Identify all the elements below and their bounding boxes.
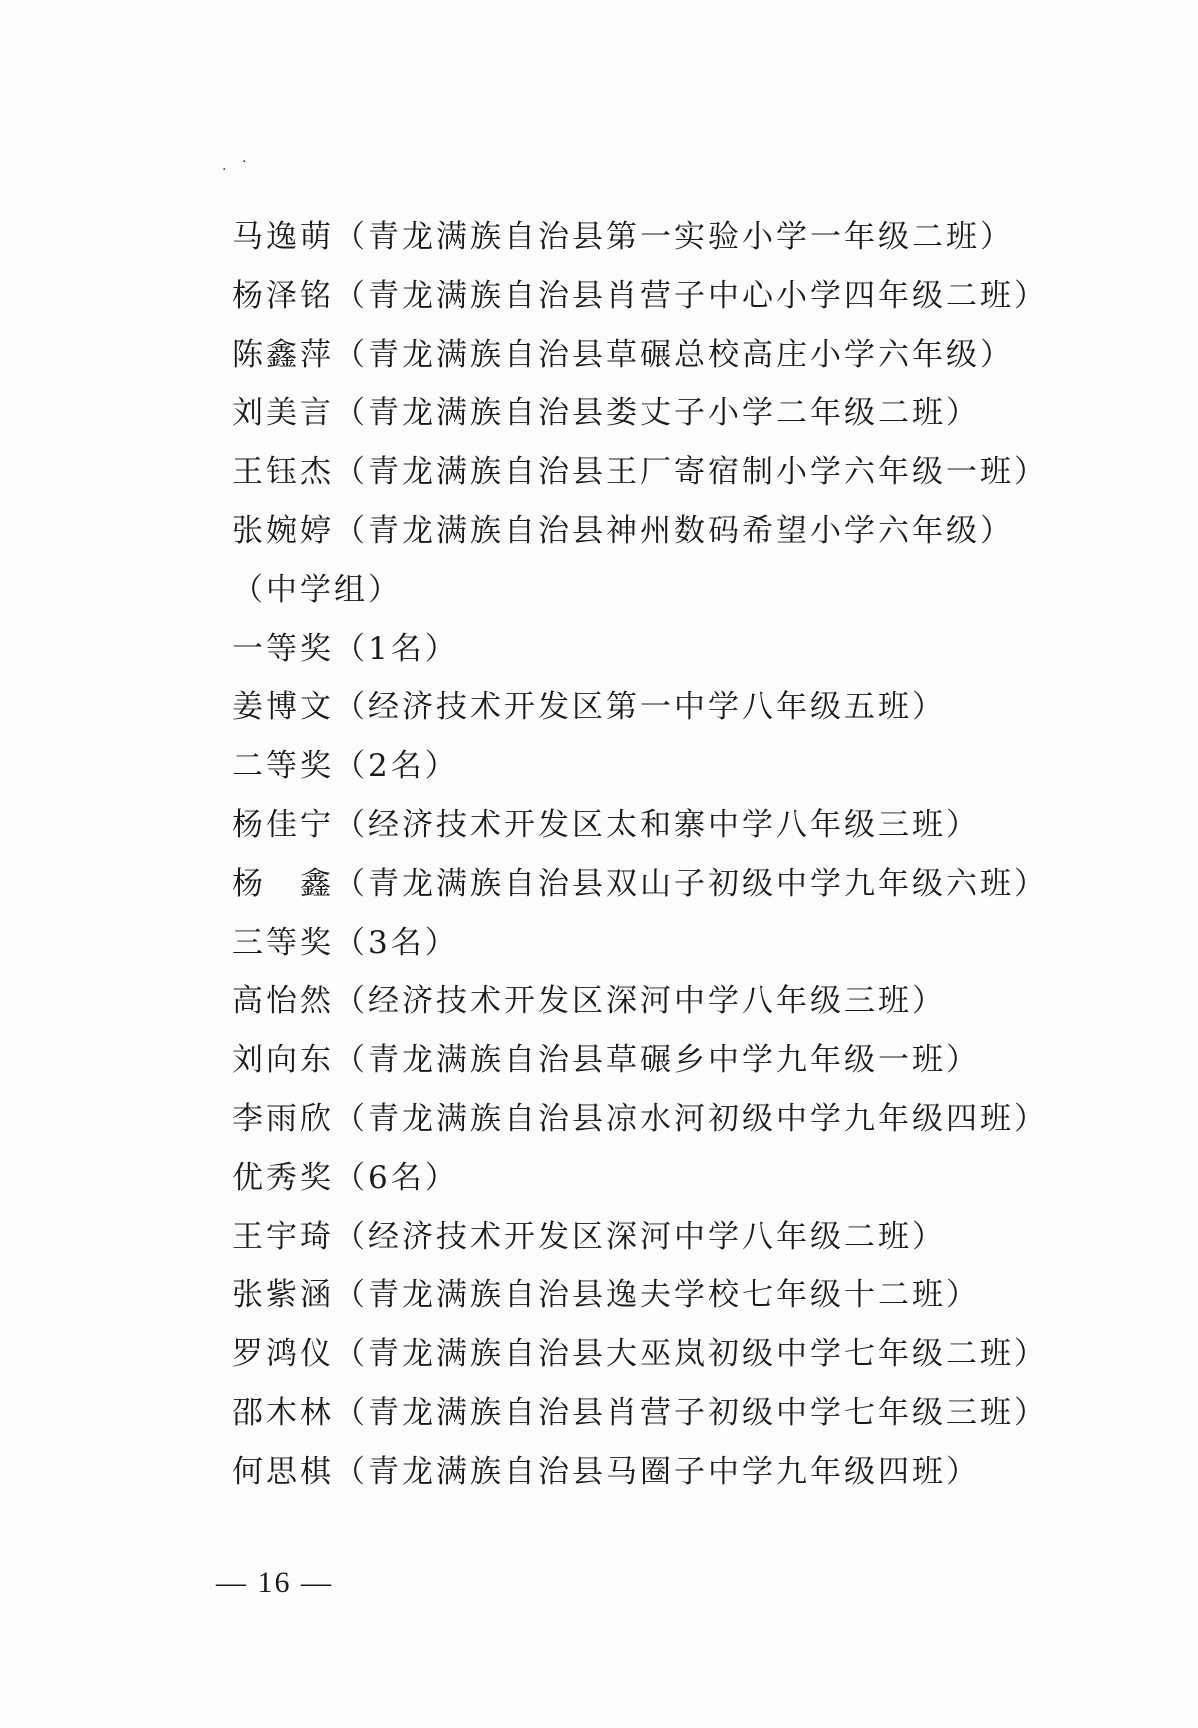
list-line: 王宇琦（经济技术开发区深河中学八年级二班） [232,1218,946,1255]
list-line: 罗鸿仪（青龙满族自治县大巫岚初级中学七年级二班） [232,1336,1048,1373]
list-line: 杨泽铭（青龙满族自治县肖营子中心小学四年级二班） [232,277,1048,314]
list-line: 刘美言（青龙满族自治县娄丈子小学二年级二班） [232,395,980,432]
list-line: 张婉婷（青龙满族自治县神州数码希望小学六年级） [232,512,1014,549]
section-heading: （中学组） [232,571,402,608]
list-line: 王钰杰（青龙满族自治县王厂寄宿制小学六年级一班） [232,454,1048,491]
list-line: 李雨欣（青龙满族自治县凉水河初级中学九年级四班） [232,1100,1048,1137]
award-list [232,208,1112,1502]
list-line: 何思棋（青龙满族自治县马圈子中学九年级四班） [232,1453,980,1490]
scan-speck: · [222,162,239,178]
page-number: — 16 — [216,1566,333,1599]
list-line: 陈鑫萍（青龙满族自治县草碾总校高庄小学六年级） [232,336,1014,373]
award-level-heading: 优秀奖（6名） [232,1159,459,1196]
award-level-heading: 一等奖（1名） [232,630,459,667]
list-line: 杨 鑫（青龙满族自治县双山子初级中学九年级六班） [232,865,1048,902]
list-line: 刘向东（青龙满族自治县草碾乡中学九年级一班） [232,1042,980,1079]
list-line: 高怡然（经济技术开发区深河中学八年级三班） [232,983,946,1020]
list-line: 张紫涵（青龙满族自治县逸夫学校七年级十二班） [232,1277,980,1314]
list-line: 姜博文（经济技术开发区第一中学八年级五班） [232,689,946,726]
list-line: 杨佳宁（经济技术开发区太和寨中学八年级三班） [232,806,980,843]
list-line: 邵木林（青龙满族自治县肖营子初级中学七年级三班） [232,1394,1048,1431]
scan-speck: · [242,154,259,170]
award-level-heading: 三等奖（3名） [232,924,459,961]
list-line: 马逸萌（青龙满族自治县第一实验小学一年级二班） [232,219,1014,255]
award-level-heading: 二等奖（2名） [232,748,459,785]
